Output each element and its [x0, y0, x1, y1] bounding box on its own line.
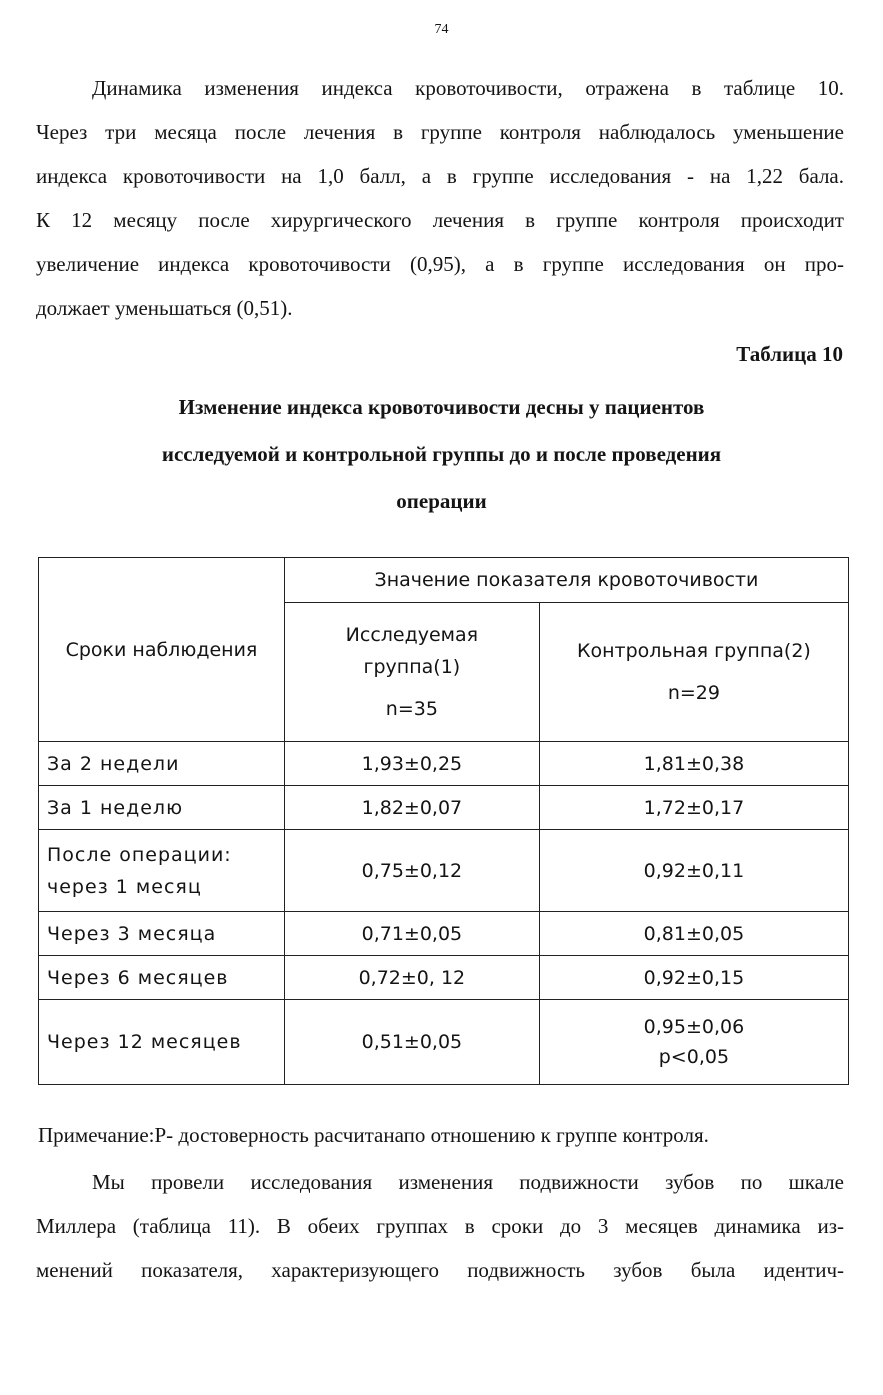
- cell-period: [39, 956, 285, 1000]
- header-period: Сроки наблюдения: [39, 558, 285, 742]
- cell-control: [539, 742, 848, 786]
- outro-line: Миллера (таблица 11). В обеих группах в сроки до 3 месяцев динамика из-: [36, 1214, 844, 1238]
- table-row: [39, 786, 849, 830]
- cell-control: [539, 1000, 848, 1085]
- header-study-group: [284, 603, 539, 742]
- table-row: [39, 830, 849, 912]
- header-study-line: группа(1): [363, 656, 461, 678]
- table-title-line: операции: [396, 489, 487, 513]
- intro-line: увеличение индекса кровоточивости (0,95), а в группе исследования он про-: [36, 252, 844, 276]
- outro-paragraph: [36, 1160, 844, 1292]
- intro-paragraph: [36, 66, 844, 330]
- intro-line: Через три месяца после лечения в группе контроля наблюдалось уменьшение: [36, 120, 844, 144]
- cell-control-text: 1,81±0,38: [643, 752, 745, 775]
- table-note: Примечание:Р- достоверность расчитанапо отношению к группе контроля.: [38, 1123, 709, 1147]
- cell-period: [39, 830, 285, 912]
- cell-study: [284, 1000, 539, 1085]
- cell-period-text: Через 6 месяцев: [47, 966, 229, 989]
- cell-study-text: 1,93±0,25: [361, 752, 463, 775]
- intro-line: должает уменьшаться (0,51).: [36, 296, 293, 320]
- table-row: [39, 912, 849, 956]
- cell-period-text: За 1 неделю: [47, 796, 184, 819]
- cell-control-text: 0,92±0,15: [643, 966, 745, 989]
- cell-period-text: За 2 недели: [47, 752, 180, 775]
- cell-control-text: p<0,05: [658, 1046, 730, 1068]
- cell-study-text: 0,75±0,12: [361, 859, 463, 882]
- cell-control: [539, 830, 848, 912]
- cell-period-text: Через 12 месяцев: [47, 1031, 242, 1053]
- table-row: [39, 742, 849, 786]
- header-control-line: Контрольная группа(2): [576, 640, 811, 662]
- cell-period: [39, 786, 285, 830]
- bleeding-index-table: [38, 557, 849, 1085]
- intro-line: индекса кровоточивости на 1,0 балл, а в группе исследования - на 1,22 бала.: [36, 164, 844, 188]
- table-body: [39, 742, 849, 1085]
- cell-control: [539, 956, 848, 1000]
- cell-control: [539, 786, 848, 830]
- intro-line: К 12 месяцу после хирургического лечения в группе контроля происходит: [36, 208, 844, 232]
- header-control-n: n=29: [667, 682, 720, 704]
- table-row: [39, 1000, 849, 1085]
- header-study-n: n=35: [385, 698, 438, 720]
- cell-study-text: 0,71±0,05: [361, 922, 463, 945]
- cell-period: [39, 1000, 285, 1085]
- cell-period-text: через 1 месяц: [47, 875, 202, 898]
- cell-study: [284, 830, 539, 912]
- cell-study-text: 1,82±0,07: [361, 796, 463, 819]
- cell-control: [539, 912, 848, 956]
- header-control-group: [539, 603, 848, 742]
- cell-study: [284, 912, 539, 956]
- outro-line: менений показателя, характеризующего подвижность зубов была идентич-: [36, 1258, 844, 1282]
- table-title-line: исследуемой и контрольной группы до и после проведения: [161, 442, 722, 466]
- table-title: [0, 384, 883, 525]
- cell-control-text: 0,95±0,06: [643, 1016, 745, 1038]
- cell-control-text: 1,72±0,17: [643, 796, 745, 819]
- table-row: [39, 956, 849, 1000]
- table-label: Таблица 10: [736, 342, 843, 366]
- cell-period: [39, 912, 285, 956]
- cell-study: [284, 956, 539, 1000]
- cell-study-text: 0,51±0,05: [361, 1031, 463, 1053]
- cell-study: [284, 786, 539, 830]
- cell-study-text: 0,72±0, 12: [358, 966, 466, 989]
- cell-study: [284, 742, 539, 786]
- cell-control-text: 0,81±0,05: [643, 922, 745, 945]
- cell-period: [39, 742, 285, 786]
- outro-line: Мы провели исследования изменения подвижности зубов по шкале: [92, 1170, 844, 1194]
- page-number: 74: [434, 22, 449, 37]
- intro-line: Динамика изменения индекса кровоточивости, отражена в таблице 10.: [92, 76, 844, 100]
- table-title-line: Изменение индекса кровоточивости десны у пациентов: [178, 395, 705, 419]
- cell-period-text: Через 3 месяца: [47, 922, 217, 945]
- cell-control-text: 0,92±0,11: [643, 859, 745, 882]
- header-study-line: Исследуемая: [345, 624, 479, 646]
- cell-period-text: После операции:: [47, 843, 232, 866]
- header-group: Значение показателя кровоточивости: [284, 558, 848, 603]
